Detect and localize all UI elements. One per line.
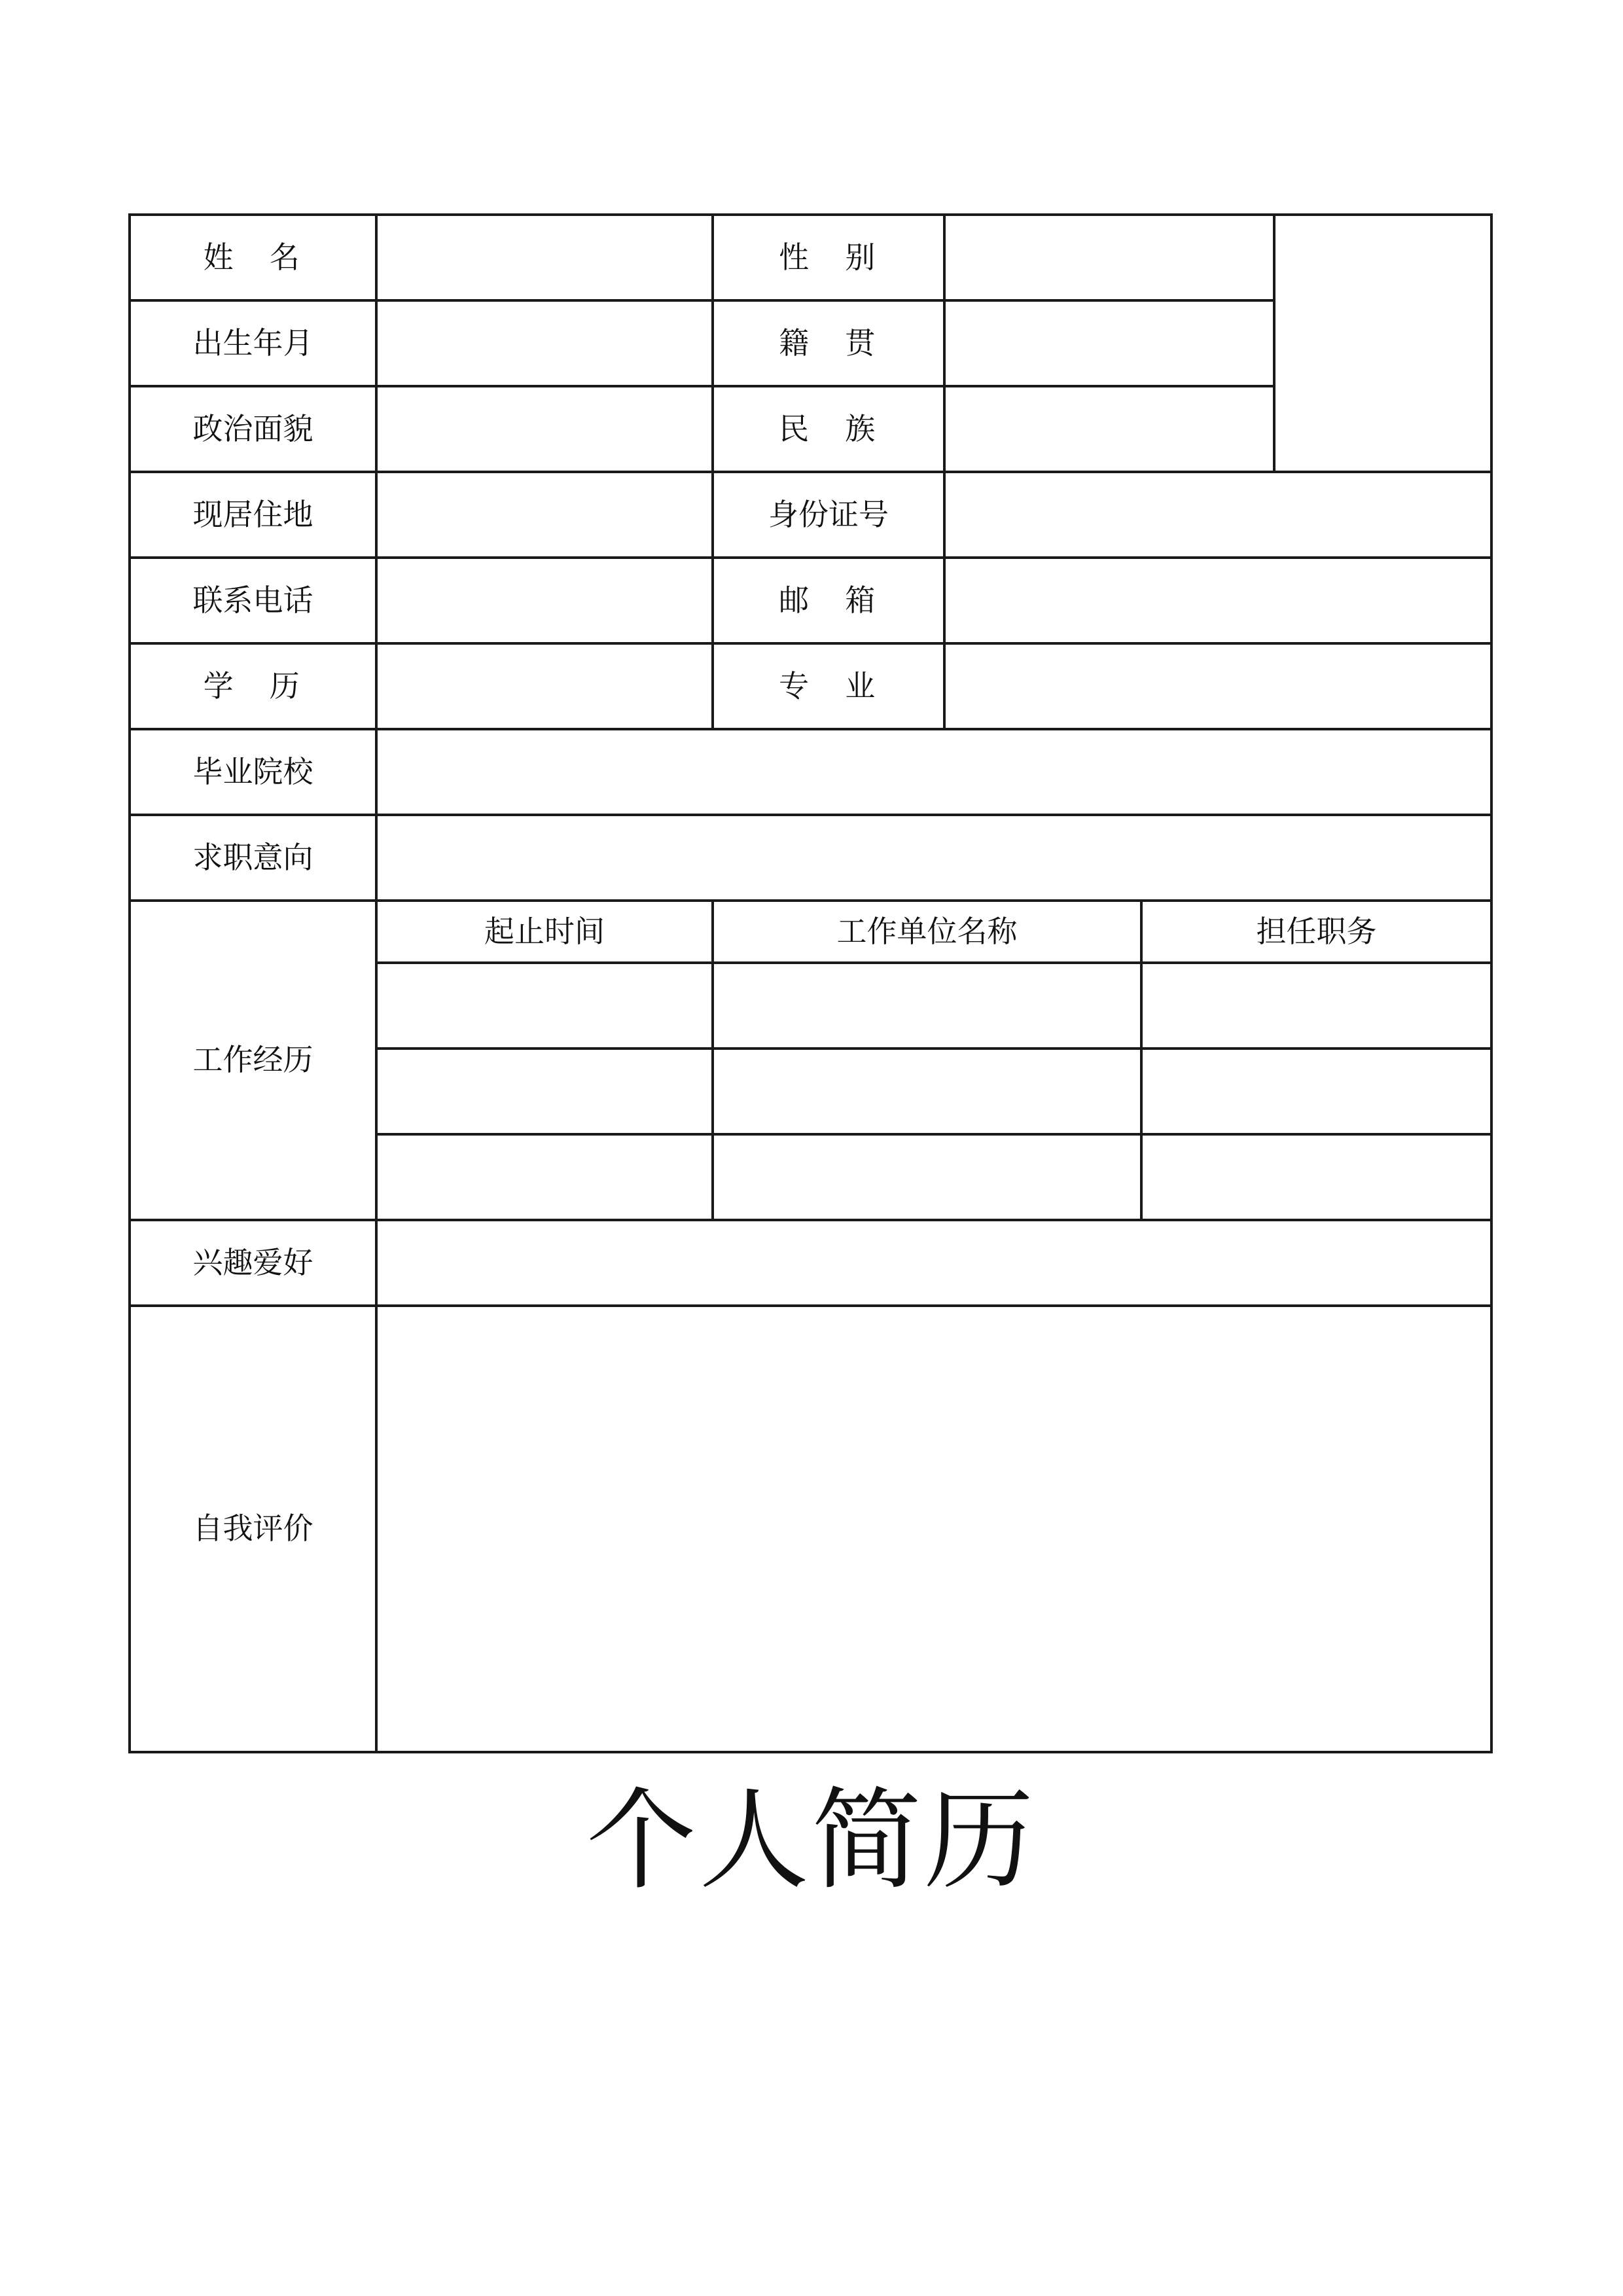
label-work-experience: 工作经历 bbox=[130, 901, 376, 1220]
photo-box[interactable] bbox=[1274, 215, 1491, 472]
school-field[interactable] bbox=[376, 729, 1491, 815]
row-hobbies bbox=[130, 1220, 1491, 1306]
label-major: 专 业 bbox=[713, 643, 944, 729]
label-hometown: 籍 贯 bbox=[713, 300, 944, 386]
work-employer-field[interactable] bbox=[713, 963, 1141, 1049]
row-education bbox=[130, 643, 1491, 729]
political-field[interactable] bbox=[376, 386, 713, 472]
work-header-position: 担任职务 bbox=[1141, 901, 1491, 963]
row-school bbox=[130, 729, 1491, 815]
hometown-field[interactable] bbox=[944, 300, 1274, 386]
name-field[interactable] bbox=[376, 215, 713, 300]
label-address: 现居住地 bbox=[130, 472, 376, 558]
label-birth: 出生年月 bbox=[130, 300, 376, 386]
work-position-field[interactable] bbox=[1141, 963, 1491, 1049]
row-self-evaluation bbox=[130, 1306, 1491, 1752]
label-email: 邮 箱 bbox=[713, 558, 944, 643]
label-objective: 求职意向 bbox=[130, 815, 376, 901]
address-field[interactable] bbox=[376, 472, 713, 558]
label-ethnicity: 民 族 bbox=[713, 386, 944, 472]
label-name: 姓 名 bbox=[130, 215, 376, 300]
label-gender: 性 别 bbox=[713, 215, 944, 300]
label-school: 毕业院校 bbox=[130, 729, 376, 815]
row-contact bbox=[130, 558, 1491, 643]
label-political: 政治面貌 bbox=[130, 386, 376, 472]
ethnicity-field[interactable] bbox=[944, 386, 1274, 472]
row-objective bbox=[130, 815, 1491, 901]
resume-form-table bbox=[128, 213, 1493, 1753]
label-education: 学 历 bbox=[130, 643, 376, 729]
work-employer-field[interactable] bbox=[713, 1049, 1141, 1134]
work-position-field[interactable] bbox=[1141, 1134, 1491, 1220]
document-title: 个人简历 bbox=[586, 1776, 1037, 1905]
work-employer-field[interactable] bbox=[713, 1134, 1141, 1220]
work-header-employer: 工作单位名称 bbox=[713, 901, 1141, 963]
label-phone: 联系电话 bbox=[130, 558, 376, 643]
row-name bbox=[130, 215, 1491, 300]
id-number-field[interactable] bbox=[944, 472, 1491, 558]
work-period-field[interactable] bbox=[376, 963, 713, 1049]
row-address bbox=[130, 472, 1491, 558]
row-work-header bbox=[130, 901, 1491, 963]
education-field[interactable] bbox=[376, 643, 713, 729]
objective-field[interactable] bbox=[376, 815, 1491, 901]
hobbies-field[interactable] bbox=[376, 1220, 1491, 1306]
work-position-field[interactable] bbox=[1141, 1049, 1491, 1134]
label-id-number: 身份证号 bbox=[713, 472, 944, 558]
work-period-field[interactable] bbox=[376, 1049, 713, 1134]
birth-field[interactable] bbox=[376, 300, 713, 386]
work-header-period: 起止时间 bbox=[376, 901, 713, 963]
work-period-field[interactable] bbox=[376, 1134, 713, 1220]
email-field[interactable] bbox=[944, 558, 1491, 643]
self-evaluation-field[interactable] bbox=[376, 1306, 1491, 1752]
gender-field[interactable] bbox=[944, 215, 1274, 300]
label-hobbies: 兴趣爱好 bbox=[130, 1220, 376, 1306]
label-self-evaluation: 自我评价 bbox=[130, 1306, 376, 1752]
phone-field[interactable] bbox=[376, 558, 713, 643]
major-field[interactable] bbox=[944, 643, 1491, 729]
